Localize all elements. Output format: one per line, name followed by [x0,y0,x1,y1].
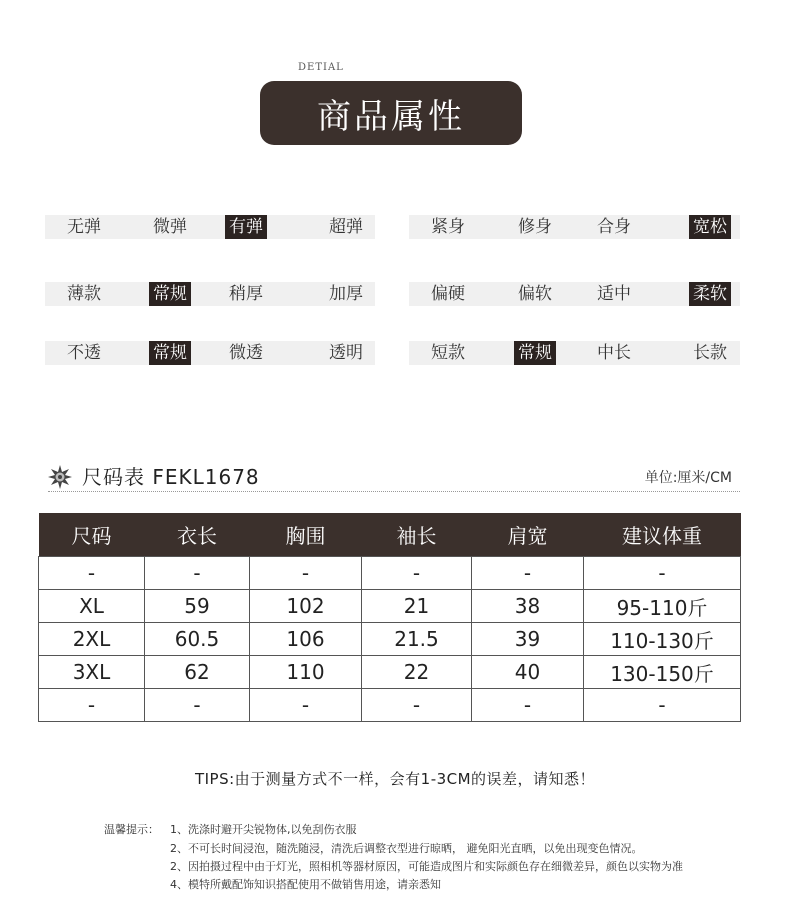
table-cell: - [362,689,472,722]
table-cell: - [39,557,145,590]
attr-row-length [409,341,740,365]
table-row [39,557,741,590]
dotted-divider [48,491,740,492]
table-cell: - [584,689,741,722]
table-cell: 3XL [39,656,145,689]
attr-row-fit [409,215,740,239]
column-header: 衣长 [145,513,250,557]
attr-option: 短款 [431,343,465,363]
note-item: 2、不可长时间浸泡，随洗随浸，清洗后调整衣型进行晾晒， 避免阳光直晒，以免出现变色情况。 [170,842,643,855]
attr-option: 稍厚 [229,284,263,304]
attr-option: 不透 [67,343,101,363]
notes-label: 温馨提示： [104,823,159,836]
table-cell: 39 [472,623,584,656]
attr-option: 偏软 [518,284,552,304]
attr-row-elasticity [45,215,375,239]
table-row [39,590,741,623]
table-cell: 2XL [39,623,145,656]
page-title: 商品属性 [260,81,522,145]
attr-option-selected: 有弹 [225,215,267,239]
table-cell: - [145,557,250,590]
attr-option-selected: 常规 [149,282,191,306]
note-item: 4、模特所戴配饰知识搭配使用不做销售用途，请亲悉知 [170,878,441,891]
table-cell: - [250,689,362,722]
attr-option: 修身 [518,217,552,237]
attr-option: 适中 [597,284,631,304]
table-cell: 110 [250,656,362,689]
attr-option-selected: 柔软 [689,282,731,306]
attr-option: 紧身 [431,217,465,237]
table-cell: 102 [250,590,362,623]
attr-option: 无弹 [67,217,101,237]
attr-row-transparency [45,341,375,365]
table-cell: 130-150斤 [584,656,741,689]
size-table [38,513,741,722]
size-chart-header [48,462,740,492]
table-cell: 95-110斤 [584,590,741,623]
table-row [39,656,741,689]
table-cell: - [250,557,362,590]
column-header: 胸围 [250,513,362,557]
table-cell: - [145,689,250,722]
attr-option-selected: 宽松 [689,215,731,239]
table-cell: - [362,557,472,590]
table-row [39,689,741,722]
table-cell: 22 [362,656,472,689]
note-item: 1、洗涤时避开尖锐物体,以免刮伤衣服 [170,823,357,836]
attr-option-selected: 常规 [514,341,556,365]
size-chart-title: 尺码表 FEKL1678 [82,465,260,489]
attr-option: 微弹 [153,217,187,237]
attr-option: 合身 [597,217,631,237]
attr-option: 长款 [693,343,727,363]
table-cell: 21 [362,590,472,623]
tips-text: TIPS:由于测量方式不一样，会有1-3CM的误差，请知悉！ [194,770,596,788]
table-cell: 62 [145,656,250,689]
table-cell: 40 [472,656,584,689]
attr-option: 薄款 [67,284,101,304]
attr-option-selected: 常规 [149,341,191,365]
table-row [39,623,741,656]
table-cell: 110-130斤 [584,623,741,656]
column-header: 建议体重 [584,513,741,557]
unit-label: 单位:厘米/CM [644,470,732,486]
table-cell: 106 [250,623,362,656]
table-cell: - [472,689,584,722]
attr-option: 微透 [229,343,263,363]
column-header: 袖长 [362,513,472,557]
attr-option: 中长 [597,343,631,363]
table-cell: 59 [145,590,250,623]
table-header-row [39,513,741,557]
attr-option: 偏硬 [431,284,465,304]
detial-label: DETIAL [298,62,344,73]
table-cell: XL [39,590,145,623]
attr-option: 加厚 [329,284,363,304]
table-cell: 60.5 [145,623,250,656]
gear-icon [48,465,72,489]
attr-option: 超弹 [329,217,363,237]
note-item: 2、因拍摄过程中由于灯光，照相机等器材原因，可能造成图片和实际颜色存在细微差异，颜色以实物为准 [170,860,683,873]
table-cell: 21.5 [362,623,472,656]
attr-row-softness [409,282,740,306]
column-header: 肩宽 [472,513,584,557]
table-cell: - [472,557,584,590]
attr-row-thickness [45,282,375,306]
table-cell: - [39,689,145,722]
table-cell: - [584,557,741,590]
attr-option: 透明 [329,343,363,363]
table-cell: 38 [472,590,584,623]
column-header: 尺码 [39,513,145,557]
